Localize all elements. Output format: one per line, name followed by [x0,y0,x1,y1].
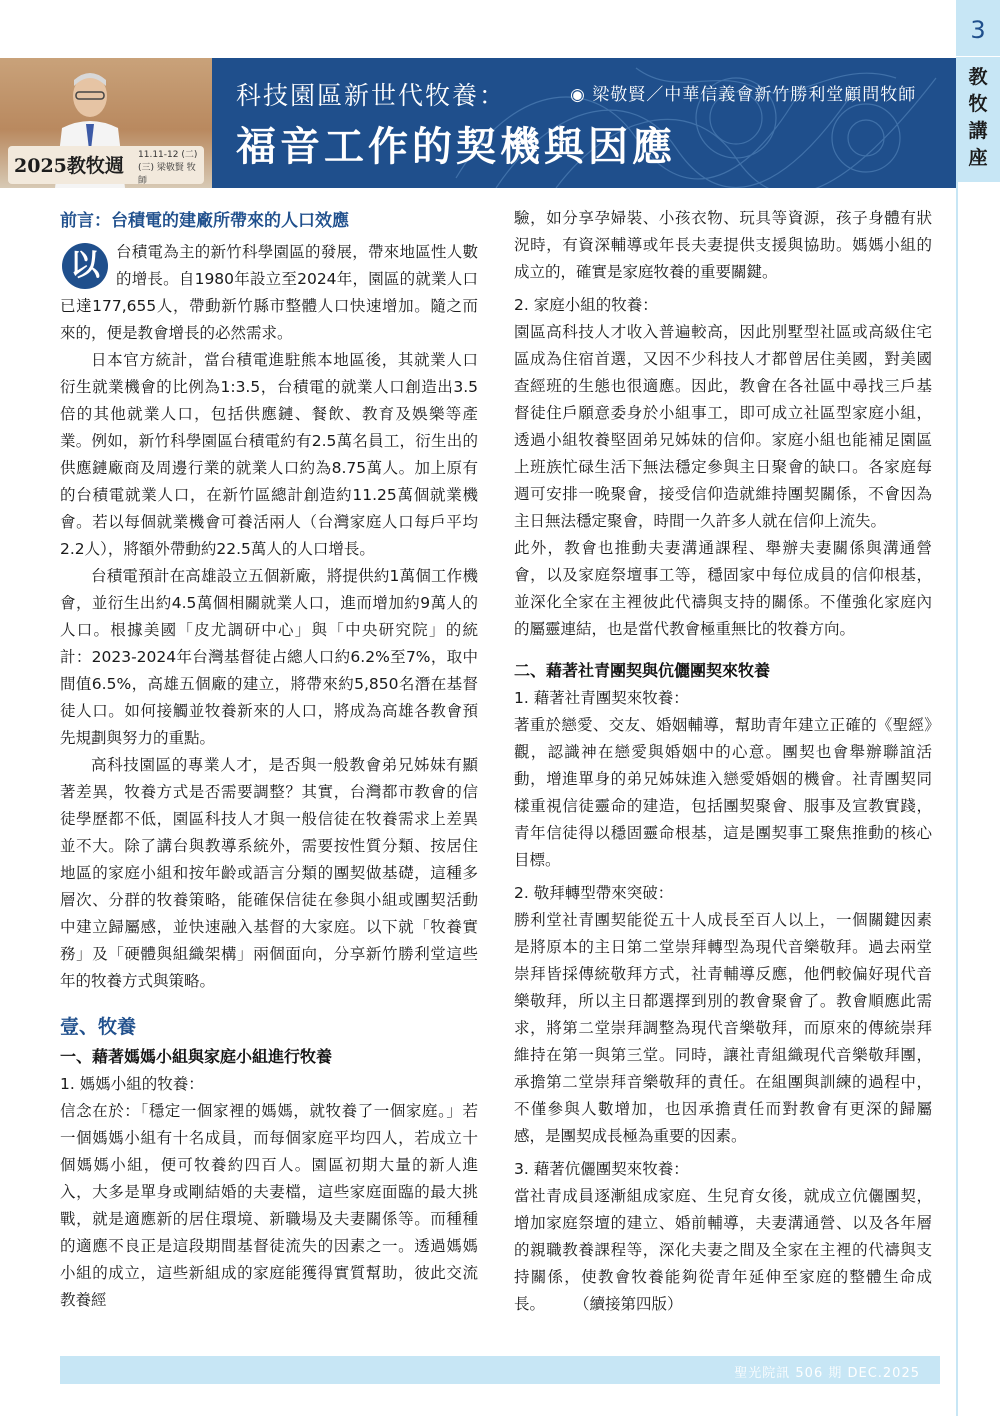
article-subtitle: 科技園區新世代牧養： [236,81,507,110]
paragraph: 信念在於：「穩定一個家裡的媽媽，就牧養了一個家庭。」若一個媽媽小組有十名成員，而每個家庭平均四人，若成立十個媽媽小組，便可牧養約四百人。園區初期大量的新人進入，大多是單身或剛結婚的夫妻檔，這些家庭面臨的最大挑戰，就是適應新的居住環境、新職場及夫妻關係等。而種種的適應不良正是這段期間基督徒流失的因素之一。透過媽媽小組的成立，這些新組成的家庭能獲得實質幫助，彼此交流教養經 [60,1102,478,1309]
item-heading: 1. 媽媽小組的牧養： [60,1075,204,1093]
side-rule [956,0,958,1416]
article-title: 福音工作的契機與因應 [236,124,676,170]
paragraph [514,1183,932,1318]
paragraph: 高科技園區的專業人才，是否與一般教會弟兄姊妹有顯著差異，牧養方式是否需要調整？其實，台灣都市教會的信徒學歷都不低，園區科技人才與一般信徒在牧養需求上差異並不大。除了講台與教導系統外，需要按性質分類、按居住地區的家庭小組和按年齡或語言分類的團契做基礎，這種多層次、分群的牧養策略，能確保信徒在參與小組或團契活動中建立歸屬感，並快速融入基督的大家庭。以下就「牧養實務」及「硬體與組織架構」兩個面向，分享新竹勝利堂這些年的牧養方式與策略。 [60,756,478,990]
paragraph-text: 台積電為主的新竹科學園區的發展，帶來地區性人數的增長。自1980年設立至2024年，園區的就業人口已達177,655人，帶動新竹縣市整體人口快速增加。隨之而來的，便是教會增長的必然需求。 [60,243,478,342]
paragraph: 園區高科技人才收入普遍較高，因此別墅型社區或高級住宅區成為住宿首選，又因不少科技人才都曾居住美國，對美國查經班的生態也很適應。因此，教會在各社區中尋找三戶基督徒住戶願意委身於小組事工，即可成立社區型家庭小組，透過小組牧養堅固弟兄姊妹的信仰。家庭小組也能補足園區上班族忙碌生活下無法穩定參與主日聚會的缺口。各家庭每週可安排一晚聚會，接受信仰造就維持團契關係，不會因為主日無法穩定聚會，時間一久許多人就在信仰上流失。 [514,323,932,530]
item-heading: 2. 家庭小組的牧養： [514,296,658,314]
event-banner-title: 2025教牧週 [14,155,124,177]
section-tab-text: 教牧講座 [968,66,988,169]
subsection-heading: 二、藉著社青團契與伉儷團契來牧養 [514,661,771,680]
drop-cap: 以 [62,243,108,289]
item-heading: 2. 敬拜轉型帶來突破： [514,884,674,902]
footer-bar [60,1356,940,1384]
issue-info: 聖光院訊 506 期 DEC.2025 [734,1366,920,1381]
paragraph: 驗，如分享孕婦裝、小孩衣物、玩具等資源，孩子身體有狀況時，有資深輔導或年長夫妻提供支援與協助。媽媽小組的成立的，確實是家庭牧養的重要關鍵。 [514,209,932,281]
left-column [60,207,478,1314]
paragraph: 此外，教會也推動夫妻溝通課程、舉辦夫妻關係與溝通營會，以及家庭祭壇事工等，穩固家中每位成員的信仰根基，並深化全家在主裡彼此代禱與支持的關係。不僅強化家庭內的屬靈連結，也是當代教會極重無比的牧養方向。 [514,539,932,638]
paragraph [60,239,478,347]
section-tab [956,0,1000,182]
item-heading: 3. 藉著伉儷團契來牧養： [514,1160,689,1178]
continued-note: （續接第四版） [573,1295,683,1313]
page-number: 3 [956,16,1000,57]
event-banner-details: 11.11-12 (二)(三) 梁敬賢 牧師 [138,150,198,186]
paragraph: 勝利堂社青團契能從五十人成長至百人以上，一個關鍵因素是將原本的主日第二堂崇拜轉型為現代音樂敬拜。過去兩堂崇拜皆採傳統敬拜方式，社青輔導反應，他們較偏好現代音樂敬拜，所以主日都選擇到別的教會聚會了。教會順應此需求，將第二堂崇拜調整為現代音樂敬拜，而原來的傳統崇拜維持在第一與第三堂。同時，讓社青組織現代音樂敬拜團，承擔第二堂崇拜音樂敬拜的責任。在組團與訓練的過程中，不僅參與人數增加，也因承擔責任而對教會有更深的歸屬感，是團契成長極為重要的因素。 [514,911,932,1145]
paragraph: 著重於戀愛、交友、婚姻輔導，幫助青年建立正確的《聖經》觀，認識神在戀愛與婚姻中的心意。團契也會舉辦聯誼活動，增進單身的弟兄姊妹進入戀愛婚姻的機會。社青團契同樣重視信徒靈命的建造，包括團契聚會、服事及宣教實踐，青年信徒得以穩固靈命根基，這是團契事工聚焦推動的核心目標。 [514,716,932,869]
item-heading: 1. 藉著社青團契來牧養： [514,689,689,707]
paragraph-text: 當社青成員逐漸組成家庭、生兒育女後，就成立伉儷團契，增加家庭祭壇的建立、婚前輔導，夫妻溝通營、以及各年層的親職教養課程等，深化夫妻之間及全家在主裡的代禱與支持關係，使教會牧養能夠從青年延伸至家庭的整體生命成長。 [514,1187,932,1313]
section-heading: 壹、牧養 [60,1016,137,1038]
intro-heading: 前言：台積電的建廠所帶來的人口效應 [60,211,349,231]
subsection-heading: 一、藉著媽媽小組與家庭小組進行牧養 [60,1047,333,1066]
author-line: ◉ 梁敬賢／中華信義會新竹勝利堂顧問牧師 [570,85,917,105]
speaker-photo [0,58,212,188]
right-column [514,205,932,1318]
event-banner [8,146,204,184]
paragraph: 台積電預計在高雄設立五個新廠，將提供約1萬個工作機會，並衍生出約4.5萬個相關就業人口，進而增加約9萬人的人口。根據美國「皮尤調研中心」與「中央研究院」的統計：2023-2024年台灣基督徒占總人口約6.2%至7%，取中間值6.5%，高雄五個廠的建立，將帶來約5,850名潛在基督徒人口。如何接觸並牧養新來的人口，將成為高雄各教會預先規劃與努力的重點。 [60,567,478,747]
section-tab-label [956,64,1000,172]
paragraph: 日本官方統計，當台積電進駐熊本地區後，其就業人口衍生就業機會的比例為1:3.5，台積電的就業人口創造出3.5倍的其他就業人口，包括供應鏈、餐飲、教育及娛樂等產業。例如，新竹科學園區台積電約有2.5萬名員工，衍生出的供應鏈廠商及周邊行業的就業人口約為8.75萬人。加上原有的台積電就業人口，在新竹區總計創造約11.25萬個就業機會。若以每個就業機會可養活兩人（台灣家庭人口每戶平均2.2人），將額外帶動約22.5萬人的人口增長。 [60,351,478,558]
